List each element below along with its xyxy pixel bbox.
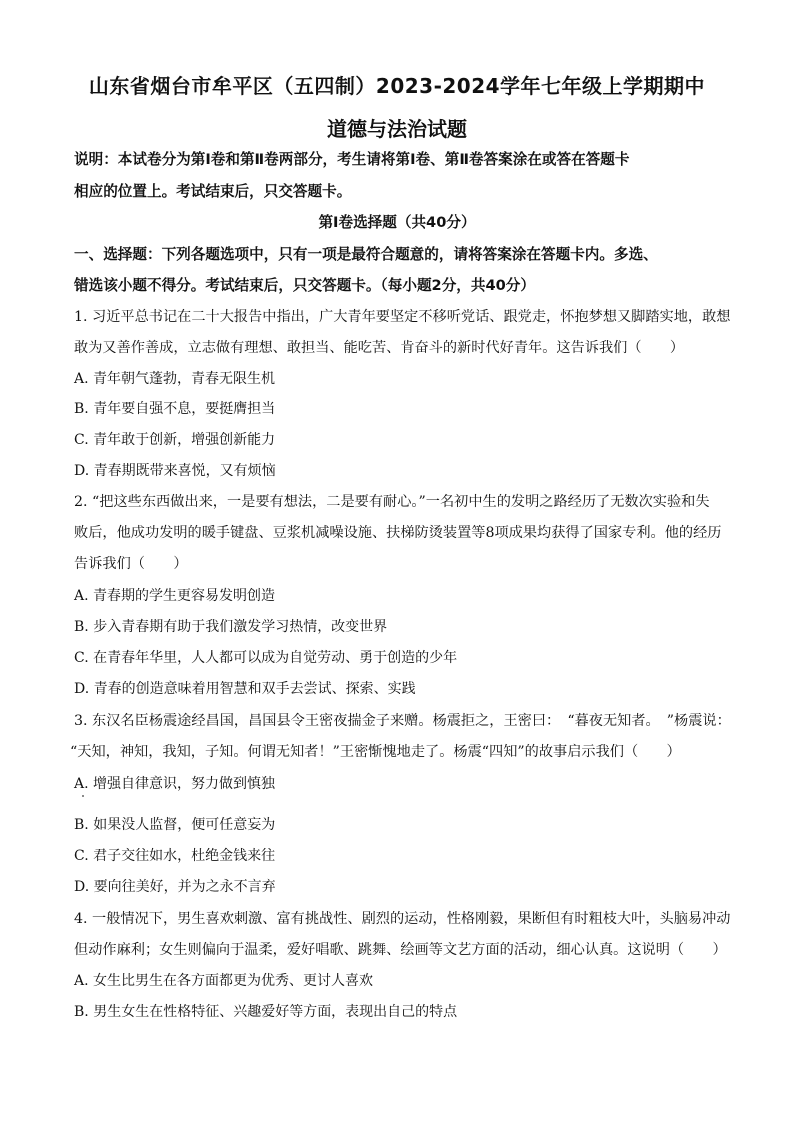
question-3-stem-line-2: “天知，神知，我知，子知。何谓无知者！”王密惭愧地走了。杨震“四知”的故事启示我们（ ） xyxy=(70,744,681,760)
question-2-option-b: B. 步入青春期有助于我们激发学习热情，改变世界 xyxy=(74,619,388,635)
question-1-option-c: C. 青年敢于创新，增强创新能力 xyxy=(74,432,276,448)
note-line-1: 说明：本试卷分为第Ⅰ卷和第Ⅱ卷两部分，考生请将第Ⅰ卷、第Ⅱ卷答案涂在或答在答题卡 xyxy=(74,151,630,168)
question-4-option-a: A. 女生比男生在各方面都更为优秀、更讨人喜欢 xyxy=(74,973,374,989)
note-line-2: 相应的位置上。考试结束后，只交答题卡。 xyxy=(74,183,352,200)
question-2-stem-line-3: 告诉我们（ ） xyxy=(74,556,188,572)
question-3-option-b: B. 如果没人监督，便可任意妄为 xyxy=(74,817,276,833)
question-2-option-a: A. 青春期的学生更容易发明创造 xyxy=(74,588,276,604)
section-title: 第Ⅰ卷选择题（共40分） xyxy=(318,214,476,231)
question-2-option-c: C. 在青春年华里，人人都可以成为自觉劳动、勇于创造的少年 xyxy=(74,650,458,666)
question-3-stem-line-1: 3. 东汉名臣杨震途经昌国，昌国县令王密夜揣金子来赠。杨震拒之，王密曰： “暮夜无知者。 ”杨震说： xyxy=(74,713,731,729)
question-1-stem-line-2: 敢为又善作善成，立志做有理想、敢担当、能吃苦、肯奋斗的新时代好青年。这告诉我们（ ） xyxy=(74,340,685,356)
exam-subtitle: 道德与法治试题 xyxy=(327,117,467,141)
question-3-option-d: D. 要向往美好，并为之永不言弃 xyxy=(74,879,276,895)
question-3-option-c: C. 君子交往如水，杜绝金钱来往 xyxy=(74,848,276,864)
exam-title: 山东省烟台市牟平区（五四制）2023-2024学年七年级上学期期中 xyxy=(88,74,706,98)
question-1-option-a: A. 青年朝气蓬勃，青春无限生机 xyxy=(74,371,276,387)
question-2-option-d: D. 青春的创造意味着用智慧和双手去尝试、探索、实践 xyxy=(74,681,416,697)
instructions-line-1: 一、选择题：下列各题选项中，只有一项是最符合题意的，请将答案涂在答题卡内。多选、 xyxy=(74,246,658,263)
question-2-stem-line-2: 败后，他成功发明的暖手键盘、豆浆机减噪设施、扶梯防烫装置等8项成果均获得了国家专利。他的经历 xyxy=(74,525,722,541)
question-2-stem-line-1: 2. “把这些东西做出来，一是要有想法，二是要有耐心。”一名初中生的发明之路经历了无数次实验和失 xyxy=(74,494,710,510)
question-1-stem-line-1: 1. 习近平总书记在二十大报告中指出，广大青年要坚定不移听党话、跟党走，怀抱梦想又脚踏实地，敢想 xyxy=(74,309,731,325)
question-4-option-b: B. 男生女生在性格特征、兴趣爱好等方面，表现出自己的特点 xyxy=(74,1004,458,1020)
stray-mark xyxy=(82,795,84,797)
question-1-option-b: B. 青年要自强不息，要挺膺担当 xyxy=(74,401,276,417)
question-1-option-d: D. 青春期既带来喜悦，又有烦恼 xyxy=(74,463,276,479)
question-3-option-a: A. 增强自律意识，努力做到慎独 xyxy=(74,776,276,792)
question-4-stem-line-1: 4. 一般情况下，男生喜欢刺激、富有挑战性、剧烈的运动，性格刚毅，果断但有时粗枝大叶，头脑易冲动 xyxy=(74,911,731,927)
question-4-stem-line-2: 但动作麻利；女生则偏向于温柔，爱好唱歌、跳舞、绘画等文艺方面的活动，细心认真。这说明（ ） xyxy=(74,942,727,958)
instructions-line-2: 错选该小题不得分。考试结束后，只交答题卡。（每小题2分，共40分） xyxy=(74,277,535,294)
